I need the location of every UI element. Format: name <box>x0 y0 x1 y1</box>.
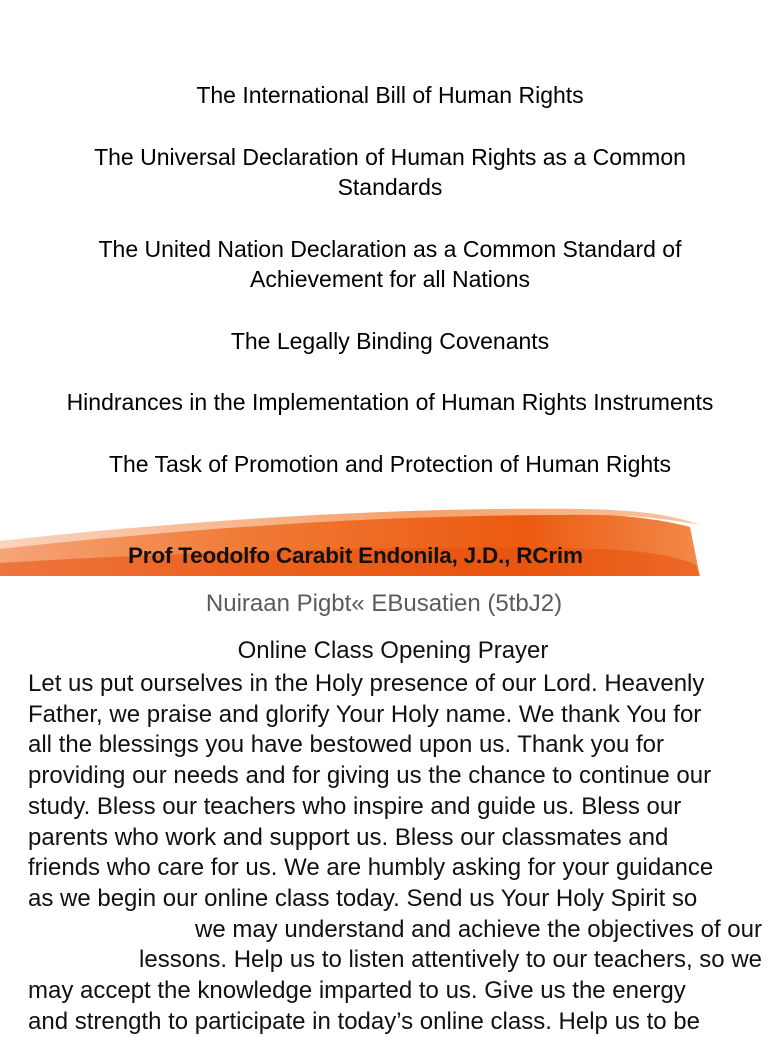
topic-item: The International Bill of Human Rights <box>196 82 584 108</box>
prayer-line: lessons. Help us to listen attentively to our teachers, so we <box>139 946 762 974</box>
topic-item: The United Nation Declaration as a Common Standard of Achievement for all Nations <box>98 235 682 292</box>
prayer-line: friends who care for us. We are humbly asking for your guidance <box>28 854 714 882</box>
prayer-line: providing our needs and for giving us the chance to continue our <box>28 762 712 790</box>
prayer-line: parents who work and support us. Bless our classmates and <box>28 823 669 851</box>
document-subtitle: Nuiraan Pigbt« EBusatien (5tbJ2) <box>205 590 563 617</box>
prayer-body <box>28 669 762 1037</box>
prayer-title: Online Class Opening Prayer <box>237 637 549 664</box>
topic-item: Hindrances in the Implementation of Human Rights Instruments <box>66 389 714 415</box>
prayer-line: Let us put ourselves in the Holy presence of our Lord. Heavenly <box>28 670 705 697</box>
topic-item: The Legally Binding Covenants <box>230 327 550 354</box>
topic-list <box>40 80 740 510</box>
prayer-line: as we begin our online class today. Send us Your Holy Spirit so <box>28 884 698 912</box>
prayer-line: and strength to participate in today’s online class. Help us to be <box>28 1007 700 1035</box>
topic-item: The Universal Declaration of Human Rights as a Common Standards <box>94 143 686 200</box>
prayer-line: we may understand and achieve the objectives of our <box>194 915 762 943</box>
prayer-line: study. Bless our teachers who inspire and guide us. Bless our <box>28 792 682 820</box>
prayer-line: may accept the knowledge imparted to us. Give us the energy <box>28 977 686 1005</box>
prayer-line: Father, we praise and glorify Your Holy name. We thank You for <box>28 700 702 728</box>
topic-item: The Task of Promotion and Protection of Human Rights <box>108 450 672 477</box>
prayer-line: all the blessings you have bestowed upon us. Thank you for <box>28 731 664 759</box>
author-name: Prof Teodolfo Carabit Endonila, J.D., RCrim <box>128 543 583 568</box>
